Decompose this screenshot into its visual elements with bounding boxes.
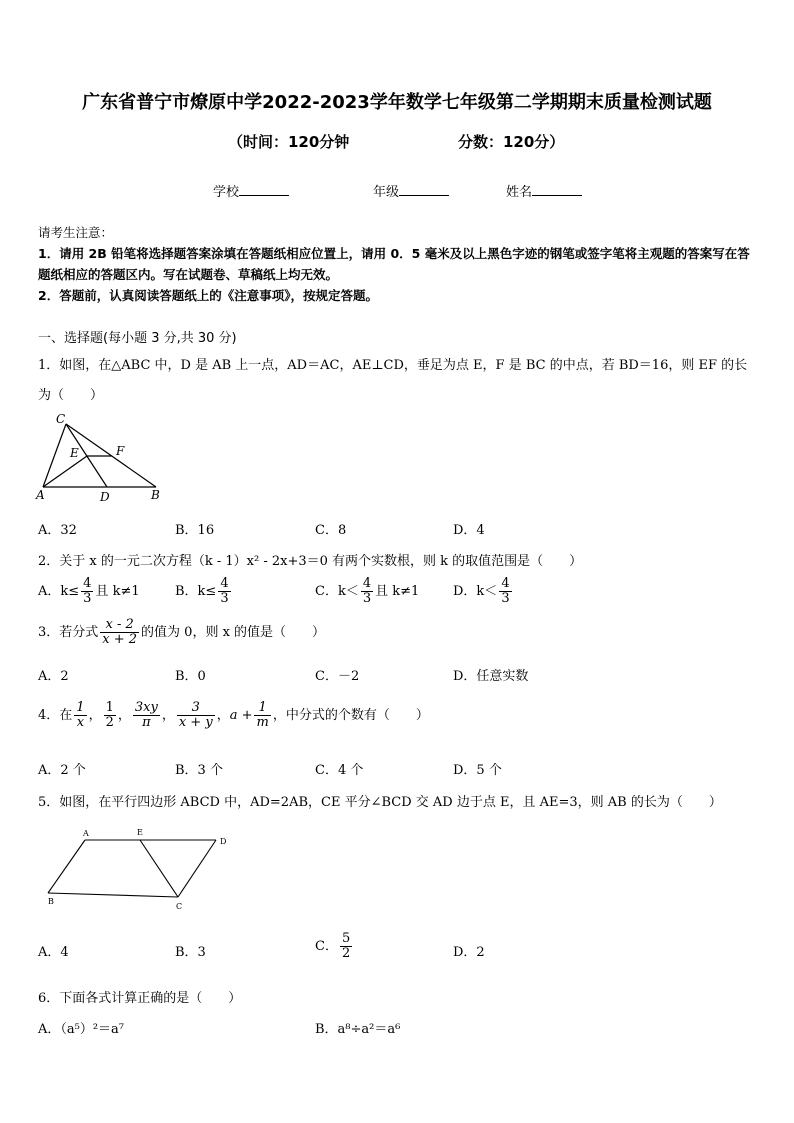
- q5-edge-ce: [140, 840, 178, 897]
- q5-option-c: [315, 932, 354, 961]
- q2-option-b-fraction: [218, 577, 230, 606]
- fraction-numerator: 3: [177, 701, 215, 716]
- grade-blank: [399, 183, 449, 196]
- school-field: [213, 181, 289, 200]
- q5-option-c-fraction: [340, 932, 352, 961]
- q4-fraction-5: [254, 701, 270, 730]
- q5-label-b: B: [48, 897, 54, 906]
- q2-option-c-prefix: C．k＜: [315, 584, 359, 599]
- q1-label-f: F: [116, 444, 125, 458]
- q2-option-d: [453, 577, 514, 606]
- q2-option-d-prefix: D．k＜: [453, 584, 498, 599]
- fraction-denominator: 2: [341, 946, 351, 961]
- q4-stem: 4．在 $\frac{1}{x}$ ， $\frac{1}{2}$ ， $\frac{3xy}{\pi}$ ， $\frac{3}{x + y}$ ，a + $\frac{1}{m}$ ，中分式的个数有（ ）: [38, 700, 429, 730]
- q1-edge-ae: [43, 456, 87, 487]
- q2-option-a-suffix: 且 k≠1: [95, 584, 140, 599]
- q3-fraction: [100, 618, 139, 647]
- q1-option-c: C．8: [315, 523, 347, 538]
- q1-edge-ca: [43, 424, 66, 487]
- q1-stem-line2: 为（ ）: [38, 388, 104, 403]
- q3-option-a: A．2: [38, 669, 69, 684]
- name-field: [506, 181, 582, 200]
- fraction-numerator: 1: [254, 701, 270, 716]
- q5-edge-bc: [48, 893, 178, 897]
- q2-option-b-prefix: B．k≤: [175, 584, 217, 599]
- fraction-denominator: π: [142, 715, 151, 730]
- q2-stem: 2．关于 x 的一元二次方程（k - 1）x² - 2x+3＝0 有两个实数根，则 k 的取值范围是（ ）: [38, 554, 583, 569]
- exam-score: 分数：120分）: [458, 133, 565, 151]
- fraction-numerator: 4: [362, 576, 372, 591]
- q1-option-d: D．4: [453, 523, 485, 538]
- section-heading: 一、选择题(每小题 3 分,共 30 分): [38, 331, 237, 346]
- q3-option-d: D．任意实数: [453, 669, 529, 684]
- q4-suffix: ，中分式的个数有（ ）: [272, 708, 429, 723]
- fraction-numerator: 4: [220, 576, 229, 591]
- notice-block: [38, 222, 758, 306]
- q1-label-d: D: [100, 490, 110, 504]
- q4-option-d: D．5 个: [453, 763, 502, 778]
- fraction-denominator: m: [256, 715, 269, 730]
- fraction-denominator: 3: [362, 591, 372, 606]
- school-blank: [239, 183, 289, 196]
- q3-prefix: 3．若分式: [38, 625, 99, 640]
- q1-triangle-figure: [34, 410, 174, 505]
- q1-option-b: B．16: [175, 523, 215, 538]
- fraction-denominator: x + 2: [102, 632, 138, 647]
- q2-option-c-suffix: 且 k≠1: [375, 584, 420, 599]
- q1-label-c: C: [56, 412, 66, 426]
- fraction-numerator: 1: [105, 700, 114, 715]
- q3-option-c: C．－2: [315, 669, 360, 684]
- exam-title: 广东省普宁市燎原中学2022-2023学年数学七年级第二学期期末质量检测试题: [82, 92, 712, 113]
- q4-prefix: 4．在: [38, 708, 73, 723]
- fraction-denominator: 2: [105, 715, 114, 730]
- q1-label-a: A: [36, 488, 45, 502]
- q6-stem: 6．下面各式计算正确的是（ ）: [38, 991, 242, 1006]
- q4-fraction-3: [133, 701, 160, 730]
- q5-label-a: A: [83, 829, 89, 838]
- school-label: 学校: [213, 185, 240, 200]
- fraction-numerator: 3xy: [134, 700, 158, 715]
- q5-edge-ab: [48, 840, 85, 893]
- name-label: 姓名: [506, 185, 533, 200]
- q2-option-a-fraction: [81, 577, 93, 606]
- q5-option-a: A．4: [38, 945, 69, 960]
- notice-item-2: 2．答题前，认真阅读答题纸上的《注意事项》，按规定答题。: [38, 288, 378, 303]
- fraction-numerator: 5: [341, 931, 351, 946]
- q2-option-d-fraction: [499, 577, 511, 606]
- fraction-numerator: 4: [83, 576, 92, 591]
- q5-parallelogram-figure: [40, 825, 240, 915]
- q2-option-c: [315, 577, 419, 606]
- q1-option-a: A．32: [38, 523, 77, 538]
- q1-label-b: B: [151, 488, 160, 502]
- q5-option-d: D．2: [453, 945, 485, 960]
- fraction-denominator: x + y: [178, 715, 213, 730]
- fraction-denominator: x: [76, 715, 85, 730]
- q3-suffix: 的值为 0，则 x 的值是（ ）: [141, 625, 326, 640]
- fraction-denominator: 3: [220, 591, 229, 606]
- fraction-numerator: 4: [501, 576, 510, 591]
- q5-option-c-prefix: C．: [315, 939, 338, 954]
- q4-option-a: A．2 个: [38, 763, 86, 778]
- exam-time: （时间：120分钟: [228, 133, 350, 151]
- q5-label-d: D: [220, 837, 227, 846]
- notice-item-1: 1．请用 2B 铅笔将选择题答案涂填在答题纸相应位置上，请用 0．5 毫米及以上黑色字迹的钢笔或签字笔将主观题的答案写在答题纸相应的答题区内。写在试题卷、草稿纸上均无效。: [38, 246, 750, 282]
- q4-option-b: B．3 个: [175, 763, 223, 778]
- q5-edge-cd: [178, 840, 216, 897]
- q2-option-c-fraction: [361, 577, 373, 606]
- q4-fraction-1: [74, 701, 86, 730]
- q4-option-c: C．4 个: [315, 763, 364, 778]
- fraction-numerator: 1: [76, 700, 85, 715]
- q4-fraction-4: [177, 701, 215, 730]
- fraction-denominator: 3: [501, 591, 510, 606]
- q5-option-b: B．3: [175, 945, 206, 960]
- q3-option-b: B．0: [175, 669, 206, 684]
- q4-fraction-5-prefix: a +: [229, 708, 253, 723]
- q1-stem-line1: 1．如图，在△ABC 中，D 是 AB 上一点，AD＝AC，AE⊥CD，垂足为点 E，F 是 BC 的中点，若 BD＝16，则 EF 的长: [38, 358, 748, 373]
- q5-label-e: E: [137, 828, 143, 837]
- q5-label-c: C: [176, 902, 183, 911]
- q6-option-b: B．a⁸÷a²＝a⁶: [315, 1022, 401, 1037]
- q3-stem: [38, 618, 325, 647]
- q2-option-b: [175, 577, 233, 606]
- grade-label: 年级: [373, 185, 400, 200]
- grade-field: [373, 181, 449, 200]
- fraction-numerator: x - 2: [100, 618, 139, 633]
- name-blank: [532, 183, 582, 196]
- q2-option-a-prefix: A．k≤: [38, 584, 80, 599]
- notice-heading: 请考生注意：: [38, 225, 114, 240]
- q4-fraction-2: [104, 701, 116, 730]
- q1-label-e: E: [70, 446, 79, 460]
- fraction-denominator: 3: [83, 591, 92, 606]
- q5-stem: 5．如图，在平行四边形 ABCD 中，AD=2AB，CE 平分∠BCD 交 AD 边于点 E，且 AE=3，则 AB 的长为（ ）: [38, 795, 722, 810]
- q2-option-a: [38, 577, 140, 606]
- q6-option-a: A．（a⁵）²＝a⁷: [38, 1022, 125, 1037]
